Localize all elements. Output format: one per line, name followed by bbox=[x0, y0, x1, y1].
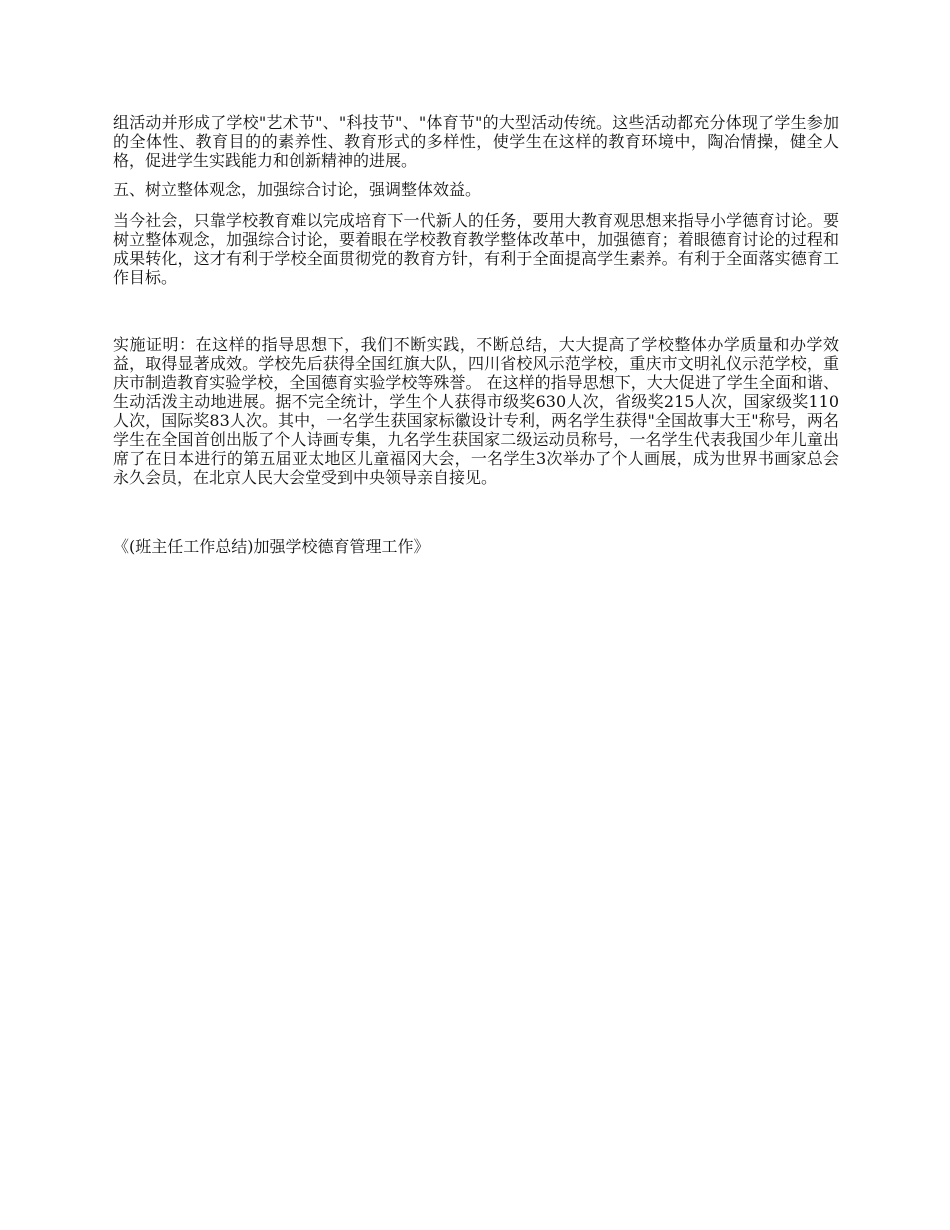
spacer bbox=[113, 199, 839, 211]
spacer bbox=[113, 287, 839, 335]
spacer bbox=[113, 170, 839, 180]
paragraph-activities: 组活动并形成了学校"艺术节"、"科技节"、"体育节"的大型活动传统。这些活动都充分体现了学生参加的全体性、教育目的的素养性、教育形式的多样性，使学生在这样的教育环境中，陶冶情操，健全人格，促进学生实践能力和创新精神的进展。 bbox=[113, 113, 839, 170]
document-page bbox=[113, 113, 839, 556]
spacer bbox=[113, 487, 839, 537]
section-heading-five: 五、树立整体观念，加强综合讨论，强调整体效益。 bbox=[113, 180, 482, 199]
document-title-footer: 《(班主任工作总结)加强学校德育管理工作》 bbox=[113, 537, 430, 556]
paragraph-results: 实施证明：在这样的指导思想下，我们不断实践，不断总结，大大提高了学校整体办学质量和办学效益，取得显著成效。学校先后获得全国红旗大队，四川省校风示范学校，重庆市文明礼仪示范学校，重庆市制造教育实验学校，全国德育实验学校等殊誉。 在这样的指导思想下，大大促进了学生全面和谐、生动活泼主动地进展。据不完全统计，学生个人获得市级奖630人次，省级奖215人次，国家级奖110人次，国际奖83人次。其中，一名学生获国家标徽设计专利，两名学生获得"全国故事大王"称号，两名学生在全国首创出版了个人诗画专集，九名学生获国家二级运动员称号，一名学生代表我国少年儿童出席了在日本进行的第五届亚太地区儿童福冈大会，一名学生3次举办了个人画展，成为世界书画家总会永久会员，在北京人民大会堂受到中央领导亲自接见。 bbox=[113, 335, 839, 487]
paragraph-overall-concept: 当今社会，只靠学校教育难以完成培育下一代新人的任务，要用大教育观思想来指导小学德育讨论。要树立整体观念，加强综合讨论，要着眼在学校教育教学整体改革中，加强德育；着眼德育讨论的过程和成果转化，这才有利于学校全面贯彻党的教育方针，有利于全面提高学生素养。有利于全面落实德育工作目标。 bbox=[113, 211, 839, 287]
